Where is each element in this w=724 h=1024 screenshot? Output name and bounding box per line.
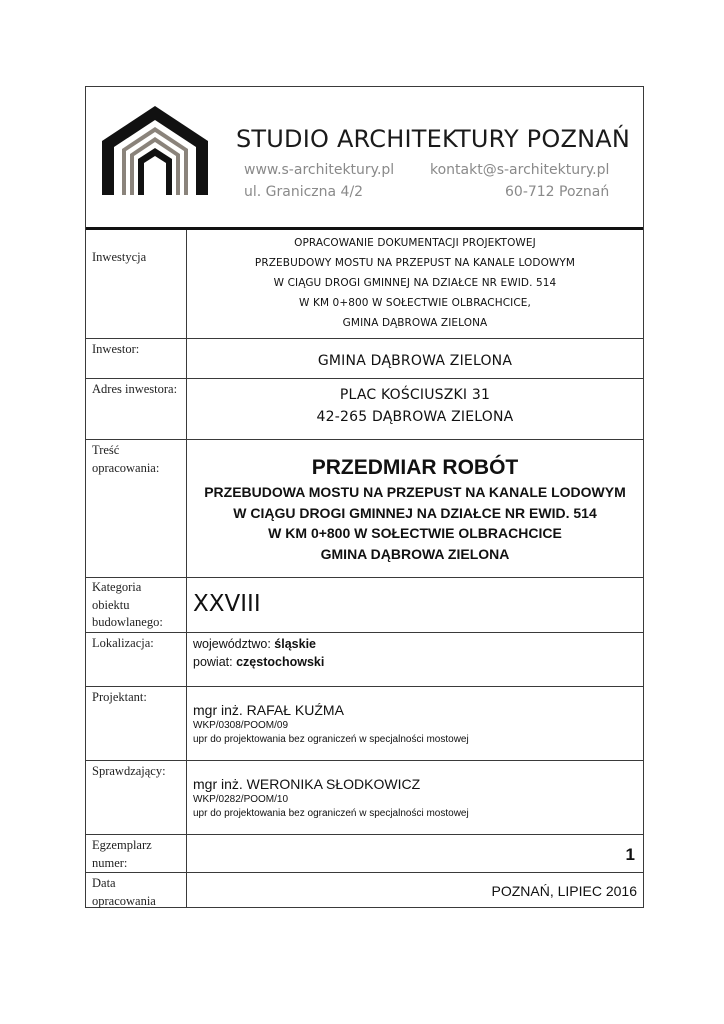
checker-license-number: WKP/0282/POOM/10 — [193, 794, 289, 805]
title-page-frame — [85, 86, 644, 908]
category-cell — [187, 578, 643, 632]
row-label: Sprawdzający: — [92, 764, 166, 778]
copy-number: 1 — [625, 845, 635, 864]
investment-line: W CIĄGU DROGI GMINNEJ NA DZIAŁCE NR EWID. 514 — [273, 277, 557, 289]
category-value: XXVIII — [193, 591, 261, 617]
content-line: W CIĄGU DROGI GMINNEJ NA DZIAŁCE NR EWID. 514 — [233, 504, 597, 521]
address-line-1: PLAC KOŚCIUSZKI 31 — [339, 387, 491, 403]
county-label: powiat: — [193, 655, 237, 669]
checker-name: mgr inż. WERONIKA SŁODKOWICZ — [193, 776, 421, 792]
row-adres — [86, 378, 643, 439]
content-line: W KM 0+800 W SOŁECTWIE OLBRACHCICE — [268, 525, 562, 541]
designer-rights: upr do projektowania bez ograniczeń w specjalności mostowej — [193, 734, 469, 745]
content-line: PRZEBUDOWA MOSTU NA PRZEPUST NA KANALE LODOWYM — [204, 484, 626, 500]
date-cell — [187, 873, 643, 908]
county-value: częstochowski — [236, 655, 325, 669]
row-label: Data opracowania — [92, 876, 156, 908]
row-lokalizacja — [86, 632, 643, 686]
designer-license-number: WKP/0308/POOM/09 — [193, 720, 289, 731]
row-inwestycja — [86, 230, 643, 338]
row-egzemplarz — [86, 834, 643, 872]
row-label: Lokalizacja: — [92, 636, 154, 650]
row-label: Inwestor: — [92, 342, 140, 356]
document-title: PRZEDMIAR ROBÓT — [311, 456, 519, 479]
county-line — [193, 653, 324, 671]
row-projektant — [86, 686, 643, 760]
studio-city: 60-712 Poznań — [505, 184, 610, 200]
checker-cell — [187, 761, 643, 834]
document-content — [187, 440, 643, 577]
row-label: Kategoria obiektu budowlanego: — [92, 580, 163, 629]
row-label: Inwestycja — [92, 250, 147, 264]
row-kategoria — [86, 577, 643, 632]
date-value: POZNAŃ, LIPIEC 2016 — [491, 883, 637, 899]
studio-logo — [100, 103, 210, 195]
investment-line: W KM 0+800 W SOŁECTWIE OLBRACHCICE, — [299, 297, 531, 309]
checker-rights: upr do projektowania bez ograniczeń w specjalności mostowej — [193, 808, 469, 819]
studio-website: www.s-architektury.pl — [244, 162, 395, 178]
row-data — [86, 872, 643, 908]
copy-number-cell — [187, 835, 643, 872]
content-line: GMINA DĄBROWA ZIELONA — [320, 545, 510, 562]
location-cell — [187, 633, 643, 686]
address-line-2: 42-265 DĄBROWA ZIELONA — [316, 409, 514, 425]
investment-line: OPRACOWANIE DOKUMENTACJI PROJEKTOWEJ — [294, 237, 536, 249]
investor-cell — [187, 339, 643, 378]
designer-cell — [187, 687, 643, 760]
investor-address — [187, 379, 643, 439]
row-sprawdzajacy — [86, 760, 643, 834]
row-label: Projektant: — [92, 690, 147, 704]
investment-line: GMINA DĄBROWA ZIELONA — [342, 317, 488, 329]
studio-address: ul. Graniczna 4/2 — [244, 184, 364, 200]
row-label: Adres inwestora: — [92, 382, 178, 396]
studio-title: STUDIO ARCHITEKTURY POZNAŃ — [236, 125, 631, 153]
voivodeship-label: województwo: — [193, 637, 275, 651]
designer-name: mgr inż. RAFAŁ KUŹMA — [193, 702, 344, 718]
studio-email: kontakt@s-architektury.pl — [430, 162, 610, 178]
studio-header — [86, 87, 643, 227]
row-label: Egzemplarz numer: — [92, 838, 152, 870]
row-inwestor — [86, 338, 643, 378]
voivodeship-line — [193, 635, 316, 653]
investor-name: GMINA DĄBROWA ZIELONA — [317, 353, 513, 369]
voivodeship-value: śląskie — [274, 637, 317, 651]
investment-line: PRZEBUDOWY MOSTU NA PRZEPUST NA KANALE LODOWYM — [254, 257, 576, 269]
investment-description — [187, 230, 643, 338]
row-tresc — [86, 439, 643, 577]
row-label: Treść opracowania: — [92, 443, 160, 475]
